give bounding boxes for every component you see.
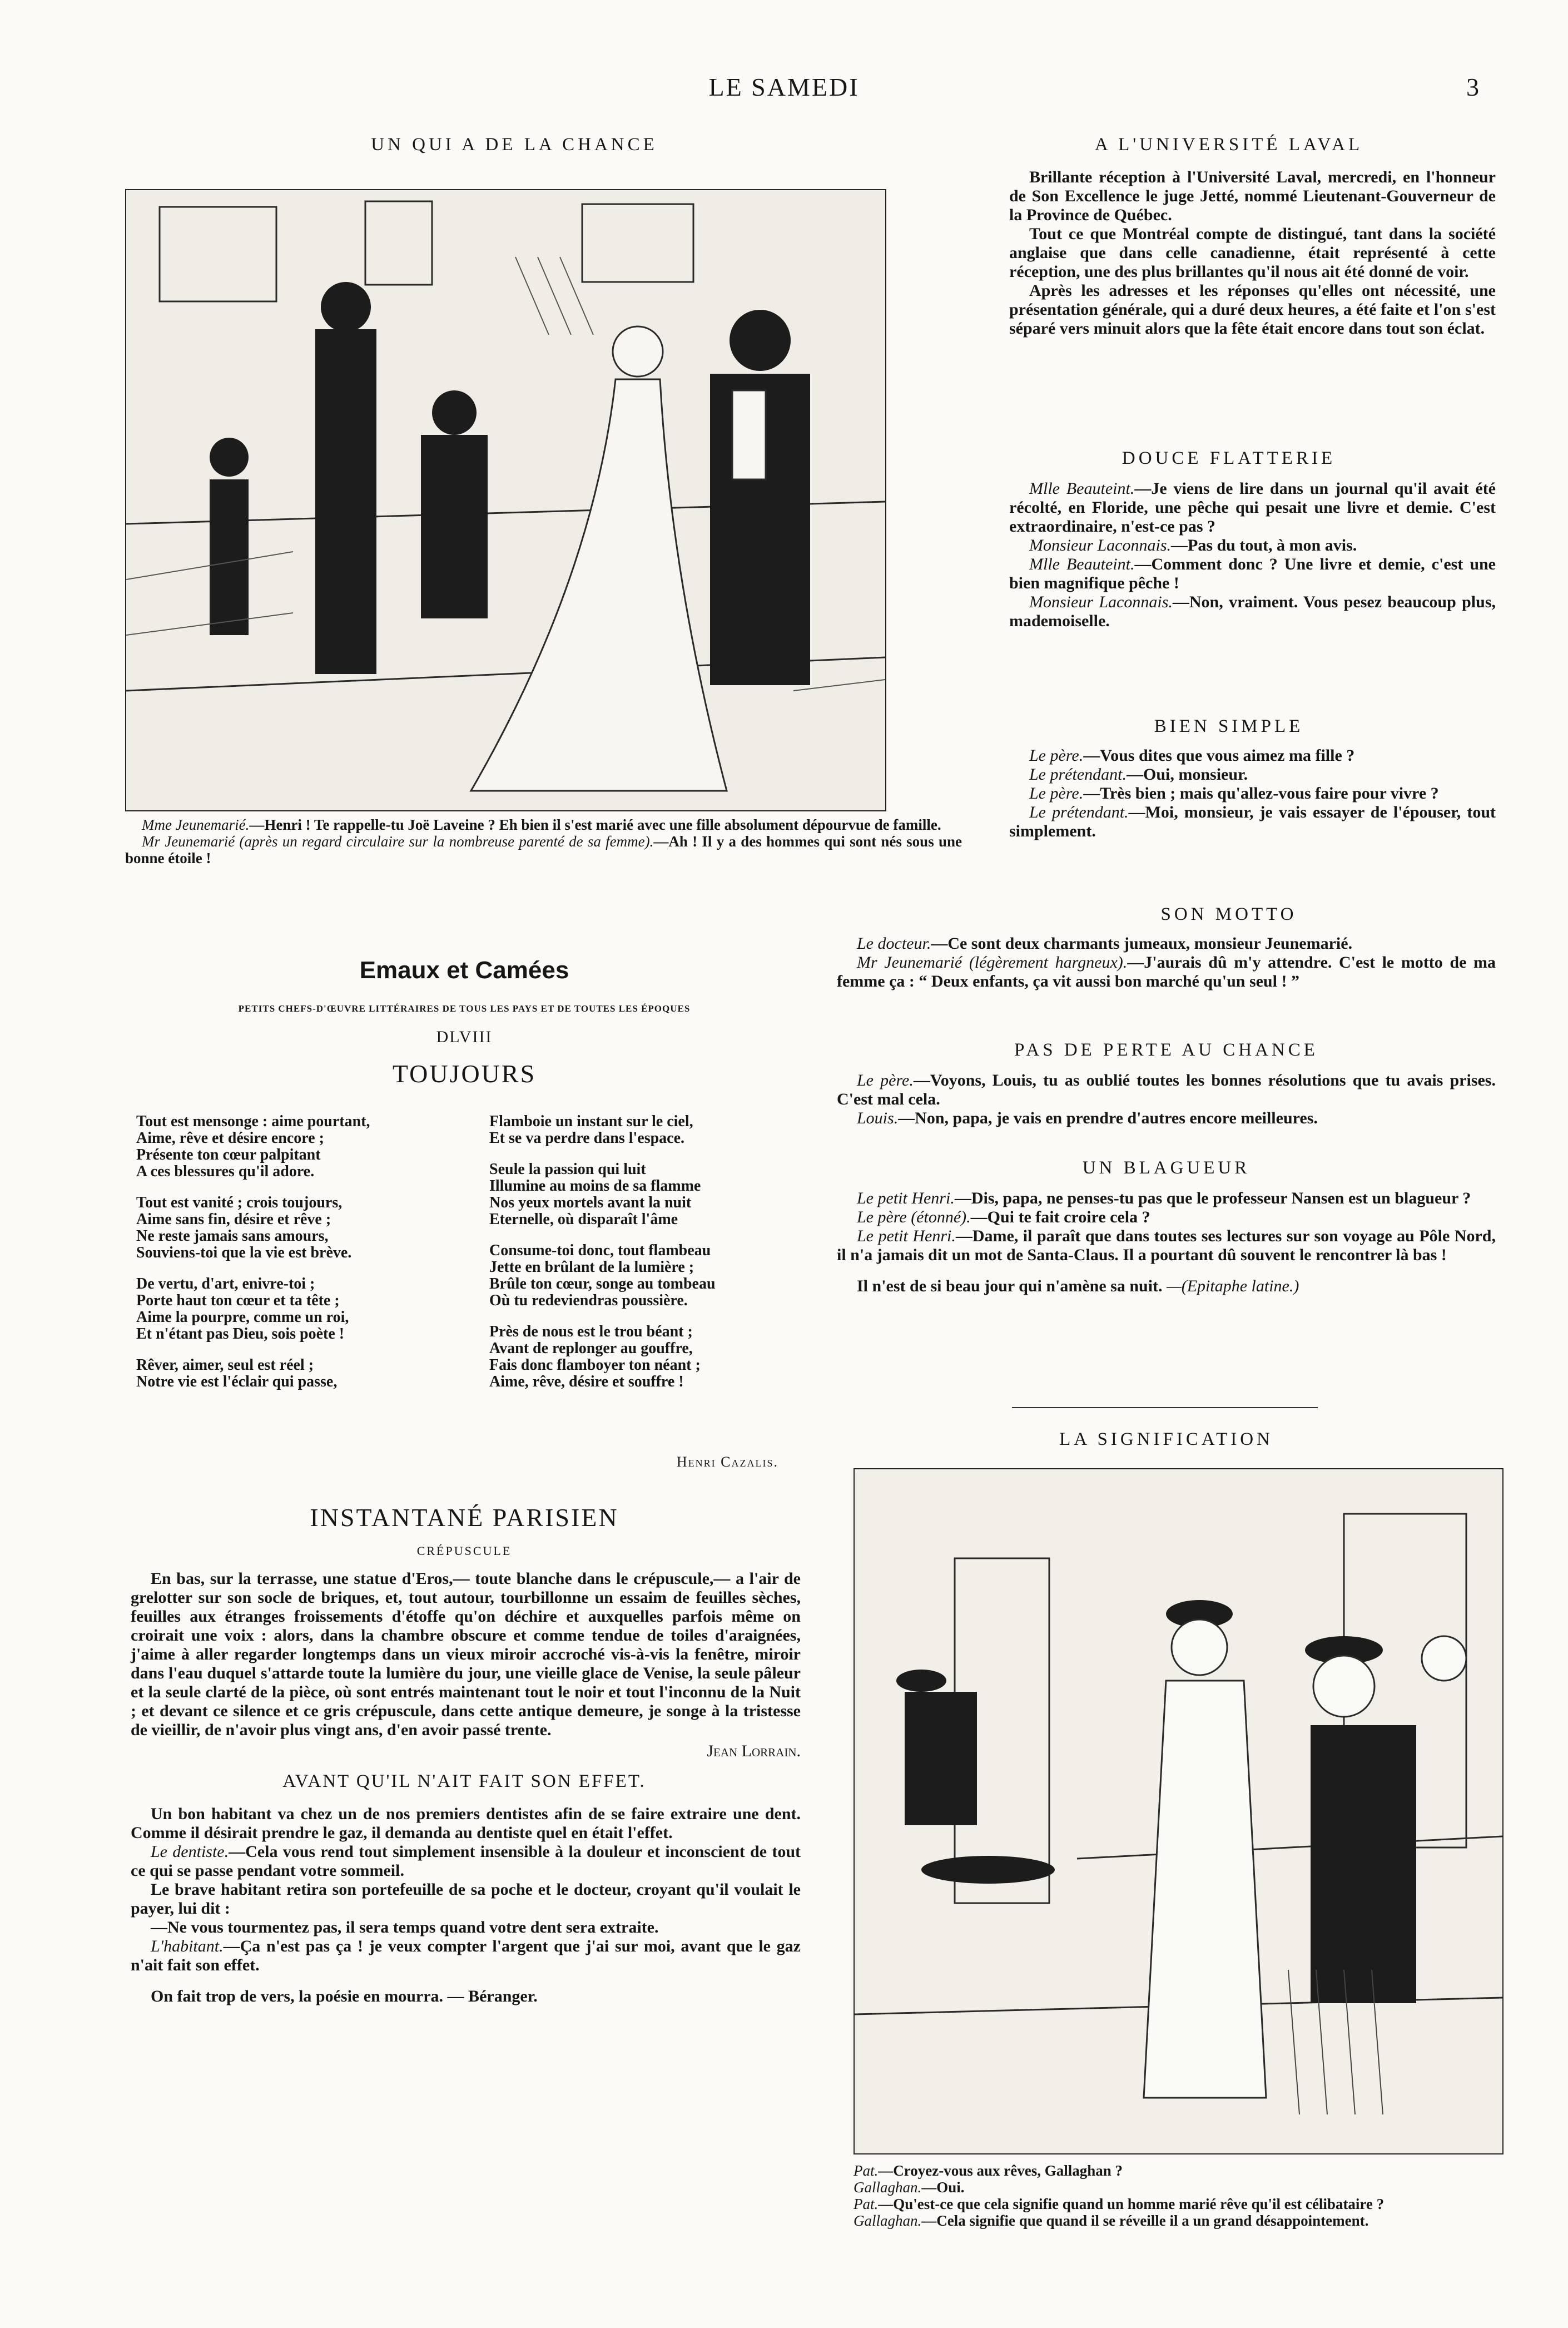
line-text: —Comment donc ? Une livre et demie, c'est une bien magnifique pêche ! [1009, 555, 1496, 592]
article-bien [1009, 746, 1496, 841]
poem-line: Aime, rêve et désire encore ; [136, 1130, 324, 1147]
poem-line: A ces blessures qu'il adore. [136, 1163, 315, 1180]
line-text: —Je viens de lire dans un journal qu'il avait été récolté, en Floride, une pêche qui pesait une livre et demie. C'est extraordinaire, n'est-ce pas ? [1009, 479, 1496, 536]
emaux-subtitle: PETITS CHEFS-D'ŒUVRE LITTÉRAIRES DE TOUS LES PAYS ET DE TOUTES LES ÉPOQUES [238, 1003, 691, 1014]
line-text: —J'aurais dû m'y attendre. C'est le motto de ma femme ça : “ Deux enfants, ça vit aussi bon marché qu'un seul ! ” [837, 953, 1496, 990]
line-text: —Non, papa, je vais en prendre d'autres encore meilleures. [898, 1109, 1318, 1127]
poem-line: Brûle ton cœur, songe au tombeau [489, 1275, 716, 1292]
poem-line: Aime, rêve, désire et souffre ! [489, 1373, 684, 1390]
paragraph: Brillante réception à l'Université Laval, mercredi, en l'honneur de Son Excellence le juge Jetté, nommé Lieutenant-Gouverneur de la Province de Québec. [1009, 168, 1496, 224]
caption-text: —Cela signifie que quand il se réveille il a un grand désappointement. [921, 2212, 1369, 2229]
speaker: Le père. [1029, 746, 1084, 765]
section-title-motto: SON MOTTO [1160, 904, 1297, 924]
stanza [136, 1195, 448, 1261]
stanza [489, 1324, 801, 1390]
speaker: Mr Jeunemarié (légèrement hargneux). [857, 953, 1128, 972]
illustration-title: UN QUI A DE LA CHANCE [371, 135, 658, 155]
poem-line: Avant de replonger au gouffre, [489, 1340, 693, 1357]
article-perte [837, 1071, 1496, 1128]
speaker: L'habitant. [151, 1937, 224, 1955]
paragraph: En bas, sur la terrasse, une statue d'Eros,— toute blanche dans le crépuscule,— a l'air de grelotter sur son socle de briques, et, tout autour, tourbillonne un essaim de feuilles sèches, feuilles aux étranges froissements d'étoffe qu'on déchire et auxquelles parfois même on croirait une voix : alors, dans la chambre obscure et comme tendue de toiles d'araignées, j'aime à aller regarder longtemps dans un vieux miroir accroché vis-à-vis la fenêtre, miroir dans l'eau duquel s'attarde toute la lumière du jour, une vieille glace de Venise, la seule pâleur et la seule clarté de la pièce, où sont entrés maintenant tout le noir et tout l'inconnu de la Nuit ; et devant ce silence et ce gris crépuscule, dans cette antique demeure, je songe à la tristesse de vieillir, de n'avoir plus vingt ans, d'en avoir passé trente. [131, 1569, 801, 1739]
poem-line: Présente ton cœur palpitant [136, 1146, 321, 1163]
line-text: —Non, vraiment. Vous pesez beaucoup plus, mademoiselle. [1009, 593, 1496, 630]
poem-column-left [136, 1113, 448, 1405]
poem-line: Aime la pourpre, comme un roi, [136, 1309, 349, 1326]
poem-line: Rêver, aimer, seul est réel ; [136, 1356, 314, 1374]
line-text: —Ça n'est pas ça ! je veux compter l'argent que j'ai sur moi, avant que le gaz n'ait fait son effet. [131, 1937, 801, 1974]
bar-drawing [855, 1469, 1502, 2153]
poem-line: Aime sans fin, désire et rêve ; [136, 1211, 331, 1228]
caption-speaker: Gallaghan. [854, 2212, 922, 2229]
poem-line: Près de nous est le trou béant ; [489, 1323, 693, 1340]
speaker: Le dentiste. [151, 1842, 229, 1861]
article-instantane [131, 1569, 801, 1761]
article-author: Jean Lorrain. [707, 1742, 801, 1760]
illustration-2-title: LA SIGNIFICATION [1059, 1429, 1273, 1449]
line-text: —Moi, monsieur, je vais essayer de l'épouser, tout simplement. [1009, 803, 1496, 840]
poem-line: Illumine au moins de sa flamme [489, 1177, 701, 1195]
poem-line: Notre vie est l'éclair qui passe, [136, 1373, 338, 1390]
line-text: —Très bien ; mais qu'allez-vous faire pour vivre ? [1083, 784, 1439, 803]
poem-line: Et n'étant pas Dieu, sois poète ! [136, 1325, 345, 1343]
emaux-number: DLVIII [436, 1028, 493, 1046]
line-text: —Dis, papa, ne penses-tu pas que le professeur Nansen est un blagueur ? [954, 1189, 1471, 1207]
section-title-perte: PAS DE PERTE AU CHANCE [1014, 1040, 1318, 1060]
avant-title: AVANT QU'IL N'AIT FAIT SON EFFET. [282, 1771, 646, 1791]
instantane-title: INSTANTANÉ PARISIEN [310, 1503, 619, 1532]
poem-line: Flamboie un instant sur le ciel, [489, 1113, 693, 1130]
poem-line: Fais donc flamboyer ton néant ; [489, 1356, 701, 1374]
section-title-blagueur: UN BLAGUEUR [1082, 1158, 1251, 1178]
caption-speaker: Mme Jeunemarié. [142, 816, 250, 833]
line-text: —Voyons, Louis, tu as oublié toutes les bonnes résolutions que tu avais prises. C'est mal cela. [837, 1071, 1496, 1108]
salon-drawing [126, 190, 885, 810]
speaker: Mlle Beauteint. [1029, 479, 1135, 498]
poem-author: Henri Cazalis. [676, 1454, 778, 1470]
caption-speaker: Gallaghan. [854, 2179, 922, 2196]
speaker: Le père (étonné). [857, 1208, 971, 1226]
stanza [136, 1357, 448, 1390]
line-text: —Ne vous tourmentez pas, il sera temps quand votre dent sera extraite. [151, 1918, 659, 1936]
line-text: —Pas du tout, à mon avis. [1171, 536, 1357, 554]
section-title-laval: A L'UNIVERSITÉ LAVAL [1094, 135, 1363, 155]
poem-line: Et se va perdre dans l'espace. [489, 1130, 685, 1147]
stanza [136, 1113, 448, 1180]
speaker: Le prétendant. [1029, 765, 1127, 784]
speaker: Monsieur Laconnais. [1029, 593, 1173, 611]
paragraph: Après les adresses et les réponses qu'elles ont nécessité, une présentation générale, qui a duré deux heures, a été faite et l'on s'est séparé vers minuit alors que la fête était encore dans tout son éclat. [1009, 281, 1496, 338]
poem-line: Tout est mensonge : aime pourtant, [136, 1113, 370, 1130]
article-laval [1009, 168, 1496, 338]
line-text: —Vous dites que vous aimez ma fille ? [1083, 746, 1355, 765]
stanza [489, 1161, 801, 1228]
page-number: 3 [1466, 73, 1479, 101]
speaker: Monsieur Laconnais. [1029, 536, 1171, 554]
line-text: —Ce sont deux charmants jumeaux, monsieur Jeunemarié. [931, 934, 1353, 953]
poem-line: De vertu, d'art, enivre-toi ; [136, 1275, 315, 1292]
illustration-bar-scene [854, 1468, 1504, 2154]
poem-line: Seule la passion qui luit [489, 1161, 646, 1178]
line-text: —Qui te fait croire cela ? [970, 1208, 1150, 1226]
caption-text: —Croyez-vous aux rêves, Gallaghan ? [878, 2162, 1123, 2179]
paragraph: Tout ce que Montréal compte de distingué, tant dans la société anglaise que dans celle canadienne, était représenté à cette réception, une des plus brillantes qu'il nous ait été donné de voir. [1009, 225, 1496, 281]
closing-quote: On fait trop de vers, la poésie en mourra. — Béranger. [151, 1987, 538, 2005]
line-text: Le brave habitant retira son portefeuille de sa poche et le docteur, croyant qu'il voulait le payer, lui dit : [131, 1880, 801, 1918]
speaker: Le père. [857, 1071, 914, 1089]
section-title-bien: BIEN SIMPLE [1154, 716, 1304, 736]
poem-line: Consume-toi donc, tout flambeau [489, 1242, 711, 1259]
article-blagueur [837, 1189, 1496, 1296]
caption-speaker: Mr Jeunemarié (après un regard circulaire sur la nombreuse parenté de sa femme). [142, 833, 654, 850]
illustration-2-caption [837, 2162, 1496, 2229]
stanza [489, 1113, 801, 1147]
speaker: Le père. [1029, 784, 1084, 803]
speaker: Le petit Henri. [857, 1189, 955, 1207]
poem-title: TOUJOURS [392, 1059, 537, 1088]
caption-text: —Ah ! Il y a des hommes qui sont nés sous une bonne étoile ! [125, 833, 962, 866]
line-text: —Oui, monsieur. [1126, 765, 1248, 784]
speaker: Mlle Beauteint. [1029, 555, 1135, 573]
article-douce [1009, 479, 1496, 631]
speaker: Le prétendant. [1029, 803, 1129, 821]
instantane-subtitle: CRÉPUSCULE [416, 1544, 512, 1558]
running-head: LE SAMEDI [708, 73, 860, 101]
line-text: Un bon habitant va chez un de nos premiers dentistes afin de se faire extraire une dent. Comme il désirait prendre le gaz, il demanda au dentiste quel en était l'effet. [131, 1805, 801, 1842]
speaker: Louis. [857, 1109, 899, 1127]
poem-line: Eternelle, où disparaît l'âme [489, 1211, 678, 1228]
epitaph-source: —(Epitaphe latine.) [1167, 1277, 1299, 1295]
caption-text: —Oui. [921, 2179, 965, 2196]
article-avant [131, 1805, 801, 2006]
poem-line: Tout est vanité ; crois toujours, [136, 1194, 343, 1211]
poem-line: Ne reste jamais sans amours, [136, 1227, 329, 1245]
caption-speaker: Pat. [854, 2162, 879, 2179]
poem-column-right [489, 1113, 801, 1405]
poem-line: Souviens-toi que la vie est brève. [136, 1244, 352, 1261]
divider [1012, 1407, 1318, 1408]
poem-line: Jette en brûlant de la lumière ; [489, 1259, 694, 1276]
caption-text: —Henri ! Te rappelle-tu Joë Laveine ? Eh bien il s'est marié avec une fille absolument dépourvue de famille. [249, 816, 941, 833]
caption-text: —Qu'est-ce que cela signifie quand un homme marié rêve qu'il est célibataire ? [878, 2196, 1385, 2212]
caption-speaker: Pat. [854, 2196, 879, 2212]
line-text: —Dame, il paraît que dans toutes ses lectures sur son voyage au Pôle Nord, il n'a jamais dit un mot de Santa-Claus. Il a pourtant dû souvent le rencontrer là bas ! [837, 1227, 1496, 1264]
poem-line: Porte haut ton cœur et ta tête ; [136, 1292, 340, 1309]
emaux-title: Emaux et Camées [359, 957, 569, 984]
speaker: Le docteur. [857, 934, 931, 953]
line-text: —Cela vous rend tout simplement insensible à la douleur et inconscient de tout ce qui se passe pendant votre sommeil. [131, 1842, 801, 1880]
speaker: Le petit Henri. [857, 1227, 956, 1245]
stanza [136, 1276, 448, 1343]
poem-line: Nos yeux mortels avant la nuit [489, 1194, 692, 1211]
illustration-caption [125, 816, 962, 866]
section-title-douce: DOUCE FLATTERIE [1122, 448, 1336, 468]
stanza [489, 1242, 801, 1309]
poem-line: Où tu redeviendras poussière. [489, 1292, 688, 1309]
illustration-family-salon [125, 189, 886, 811]
epitaph-text: Il n'est de si beau jour qui n'amène sa nuit. [857, 1277, 1163, 1295]
article-motto [837, 934, 1496, 991]
